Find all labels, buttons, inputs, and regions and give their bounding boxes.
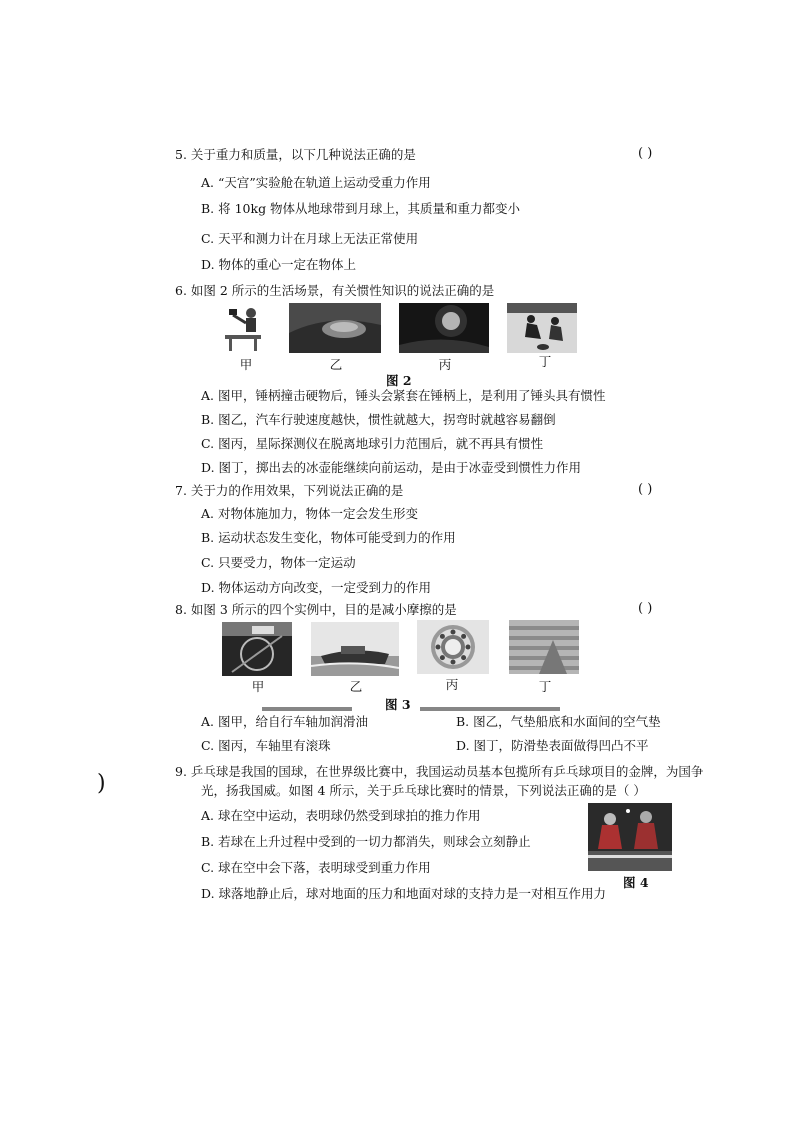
scan-artifact-fragment — [420, 707, 560, 711]
figure-2-caption-ding: 丁 — [538, 354, 552, 369]
figure-2-ding-image — [507, 303, 577, 353]
q9-option-b: B. 若球在上升过程中受到的一切力都消失，则球会立刻静止 — [201, 834, 531, 849]
figure-3-bing-image — [417, 620, 489, 674]
figure-2-label: 图 2 — [386, 373, 412, 388]
scan-artifact-fragment — [262, 707, 352, 711]
figure-3-caption-bing: 丙 — [445, 677, 459, 692]
q6-option-b: B. 图乙，汽车行驶速度越快，惯性就越大，拐弯时就越容易翻倒 — [201, 412, 556, 427]
q5-option-d: D. 物体的重心一定在物体上 — [201, 257, 357, 272]
q8-option-c: C. 图丙，车轴里有滚珠 — [201, 738, 331, 753]
figure-2-yi-image — [289, 303, 381, 353]
q9-option-a: A. 球在空中运动，表明球仍然受到球拍的推力作用 — [201, 808, 481, 823]
figure-2-jia-image — [221, 303, 269, 353]
figure-3-jia-image — [222, 622, 292, 676]
q8-option-b: B. 图乙，气垫船底和水面间的空气垫 — [456, 714, 661, 729]
figure-3-caption-jia: 甲 — [251, 679, 265, 694]
q5-answer-paren: ( ) — [638, 146, 653, 161]
figure-4-label: 图 4 — [623, 875, 649, 890]
q5-stem: 5. 关于重力和质量，以下几种说法正确的是 — [175, 147, 416, 162]
q8-answer-paren: ( ) — [638, 601, 653, 616]
q7-option-b: B. 运动状态发生变化，物体可能受到力的作用 — [201, 530, 456, 545]
q6-option-a: A. 图甲，锤柄撞击硬物后，锤头会紧套在锤柄上，是利用了锤头具有惯性 — [201, 388, 606, 403]
q7-option-a: A. 对物体施加力，物体一定会发生形变 — [201, 506, 418, 521]
figure-3-ding-image — [509, 620, 579, 674]
figure-2-caption-bing: 丙 — [438, 357, 452, 372]
q6-option-c: C. 图丙，星际探测仪在脱离地球引力范围后，就不再具有惯性 — [201, 436, 544, 451]
figure-3-yi-image — [311, 622, 399, 676]
figure-3-label: 图 3 — [385, 697, 411, 712]
q9-stem-line2: 光，扬我国威。如图 4 所示，关于乒乓球比赛时的情景，下列说法正确的是（ ） — [201, 783, 646, 798]
q7-option-c: C. 只要受力，物体一定运动 — [201, 555, 356, 570]
q9-stem-line1: 9. 乒乓球是我国的国球，在世界级比赛中，我国运动员基本包揽所有乒乓球项目的金牌，为国争 — [175, 764, 704, 779]
q7-option-d: D. 物体运动方向改变，一定受到力的作用 — [201, 580, 432, 595]
q9-option-d: D. 球落地静止后，球对地面的压力和地面对球的支持力是一对相互作用力 — [201, 886, 607, 901]
q5-option-c: C. 天平和测力计在月球上无法正常使用 — [201, 231, 419, 246]
q7-stem: 7. 关于力的作用效果，下列说法正确的是 — [175, 483, 404, 498]
figure-3-caption-ding: 丁 — [538, 679, 552, 694]
q9-option-c: C. 球在空中会下落，表明球受到重力作用 — [201, 860, 431, 875]
figure-4-image — [588, 803, 672, 871]
q6-stem: 6. 如图 2 所示的生活场景，有关惯性知识的说法正确的是 — [175, 283, 495, 298]
q8-option-d: D. 图丁，防滑垫表面做得凹凸不平 — [456, 738, 649, 753]
figure-2-caption-jia: 甲 — [239, 357, 253, 372]
q8-option-a: A. 图甲，给自行车轴加润滑油 — [201, 714, 368, 729]
q5-option-a: A. “天宫”实验舱在轨道上运动受重力作用 — [201, 175, 431, 190]
figure-2-caption-yi: 乙 — [329, 357, 343, 372]
margin-parenthesis-mark: ) — [97, 771, 106, 796]
figure-2-bing-image — [399, 303, 489, 353]
q8-stem: 8. 如图 3 所示的四个实例中，目的是减小摩擦的是 — [175, 602, 457, 617]
q6-option-d: D. 图丁，掷出去的冰壶能继续向前运动，是由于冰壶受到惯性力作用 — [201, 460, 582, 475]
figure-3-caption-yi: 乙 — [349, 679, 363, 694]
q5-option-b: B. 将 10kg 物体从地球带到月球上，其质量和重力都变小 — [201, 201, 521, 216]
q7-answer-paren: ( ) — [638, 482, 653, 497]
